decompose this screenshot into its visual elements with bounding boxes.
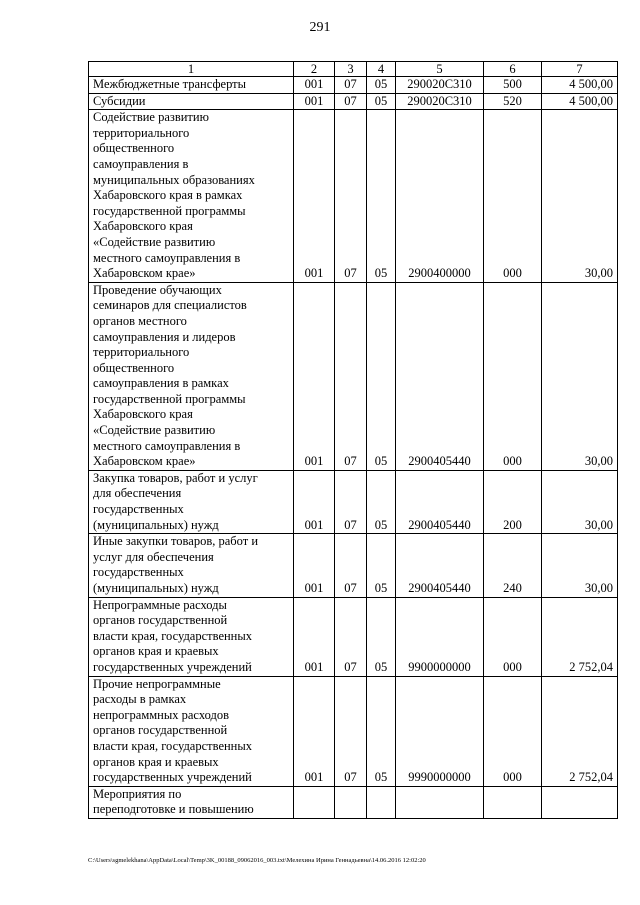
row-expense-type: 240 xyxy=(484,534,542,597)
row-name: Иные закупки товаров, работ и услуг для обеспечения государственных (муниципальных) нужд xyxy=(93,534,259,595)
row-name: Непрограммные расходы органов государственной власти края, государственных органов края и краевых государственных учреждений xyxy=(93,597,253,674)
row-chapter xyxy=(294,786,335,818)
row-expense-type: 520 xyxy=(484,93,542,110)
row-target-article: 2900405440 xyxy=(396,470,484,533)
row-subsection: 05 xyxy=(367,282,396,470)
row-section: 07 xyxy=(335,282,367,470)
row-name-cell xyxy=(89,676,294,786)
row-target-article: 290020С310 xyxy=(396,77,484,94)
row-name: Прочие непрограммные расходы в рамках непрограммных расходов органов государственной власти края, государственных органов края и краевых государственных учреждений xyxy=(93,676,253,785)
row-subsection: 05 xyxy=(367,77,396,94)
row-chapter: 001 xyxy=(294,110,335,283)
header-col-2: 2 xyxy=(294,62,335,77)
row-target-article: 9990000000 xyxy=(396,676,484,786)
header-col-3: 3 xyxy=(335,62,367,77)
table-row xyxy=(89,786,618,818)
row-chapter: 001 xyxy=(294,470,335,533)
table-body xyxy=(89,77,618,819)
row-section: 07 xyxy=(335,597,367,676)
row-expense-type: 000 xyxy=(484,282,542,470)
row-chapter: 001 xyxy=(294,77,335,94)
table-row xyxy=(89,597,618,676)
table-row xyxy=(89,676,618,786)
table-row xyxy=(89,282,618,470)
row-name-cell xyxy=(89,786,294,818)
header-col-1: 1 xyxy=(89,62,294,77)
row-target-article: 9900000000 xyxy=(396,597,484,676)
row-subsection: 05 xyxy=(367,93,396,110)
row-name-cell xyxy=(89,534,294,597)
row-sum: 2 752,04 xyxy=(542,676,618,786)
table-row xyxy=(89,93,618,110)
row-name: Закупка товаров, работ и услуг для обеспечения государственных (муниципальных) нужд xyxy=(93,470,258,532)
row-section: 07 xyxy=(335,77,367,94)
table-row xyxy=(89,77,618,94)
row-name-cell xyxy=(89,77,294,94)
row-sum: 4 500,00 xyxy=(542,93,618,110)
row-target-article: 2900405440 xyxy=(396,282,484,470)
header-col-5: 5 xyxy=(396,62,484,77)
row-target-article: 290020С310 xyxy=(396,93,484,110)
row-target-article: 2900400000 xyxy=(396,110,484,283)
header-col-6: 6 xyxy=(484,62,542,77)
page-number: 291 xyxy=(309,20,331,35)
row-name: Содействие развитию территориального общественного самоуправления в муниципальных образованиях Хабаровского края в рамках государственной программы Хабаровского края «Содействие развитию местного самоуправления в Хабаровском крае» xyxy=(93,110,255,281)
budget-table xyxy=(88,61,618,819)
row-subsection: 05 xyxy=(367,470,396,533)
row-section: 07 xyxy=(335,110,367,283)
row-chapter: 001 xyxy=(294,93,335,110)
row-sum: 30,00 xyxy=(542,282,618,470)
row-expense-type xyxy=(484,786,542,818)
row-name: Межбюджетные трансферты xyxy=(93,77,247,91)
row-target-article: 2900405440 xyxy=(396,534,484,597)
footer-file-path: C:\Users\sgmelekhana\AppData\Local\Temp\3K_00188_09062016_003.txt\Мелехина Ирина Геннадьевна\14.06.2016 12:02:20 xyxy=(88,857,426,864)
table-row xyxy=(89,470,618,533)
row-sum: 2 752,04 xyxy=(542,597,618,676)
row-name: Мероприятия по переподготовке и повышению xyxy=(93,786,254,817)
row-expense-type: 000 xyxy=(484,676,542,786)
row-chapter: 001 xyxy=(294,282,335,470)
row-name: Проведение обучающих семинаров для специалистов органов местного самоуправления и лидеров территориального общественного самоуправления в рамках государственной программы Хабаровского края «Содействие развитию местного самоуправления в Хабаровском крае» xyxy=(93,282,247,469)
table-header xyxy=(89,62,618,77)
row-section: 07 xyxy=(335,470,367,533)
table-row xyxy=(89,534,618,597)
row-name-cell xyxy=(89,110,294,283)
row-subsection: 05 xyxy=(367,676,396,786)
row-sum: 30,00 xyxy=(542,110,618,283)
row-expense-type: 000 xyxy=(484,110,542,283)
row-subsection: 05 xyxy=(367,534,396,597)
table-row xyxy=(89,110,618,283)
row-name-cell xyxy=(89,597,294,676)
row-chapter: 001 xyxy=(294,597,335,676)
row-subsection: 05 xyxy=(367,110,396,283)
row-sum: 30,00 xyxy=(542,534,618,597)
row-name-cell xyxy=(89,93,294,110)
row-name-cell xyxy=(89,470,294,533)
row-target-article xyxy=(396,786,484,818)
row-subsection: 05 xyxy=(367,597,396,676)
row-sum: 30,00 xyxy=(542,470,618,533)
row-sum xyxy=(542,786,618,818)
row-section: 07 xyxy=(335,93,367,110)
row-section xyxy=(335,786,367,818)
row-section: 07 xyxy=(335,676,367,786)
row-chapter: 001 xyxy=(294,534,335,597)
row-expense-type: 200 xyxy=(484,470,542,533)
row-sum: 4 500,00 xyxy=(542,77,618,94)
header-row xyxy=(89,62,618,77)
row-expense-type: 500 xyxy=(484,77,542,94)
row-name: Субсидии xyxy=(93,93,146,108)
row-expense-type: 000 xyxy=(484,597,542,676)
row-chapter: 001 xyxy=(294,676,335,786)
header-col-4: 4 xyxy=(367,62,396,77)
row-subsection xyxy=(367,786,396,818)
row-section: 07 xyxy=(335,534,367,597)
header-col-7: 7 xyxy=(542,62,618,77)
row-name-cell xyxy=(89,282,294,470)
